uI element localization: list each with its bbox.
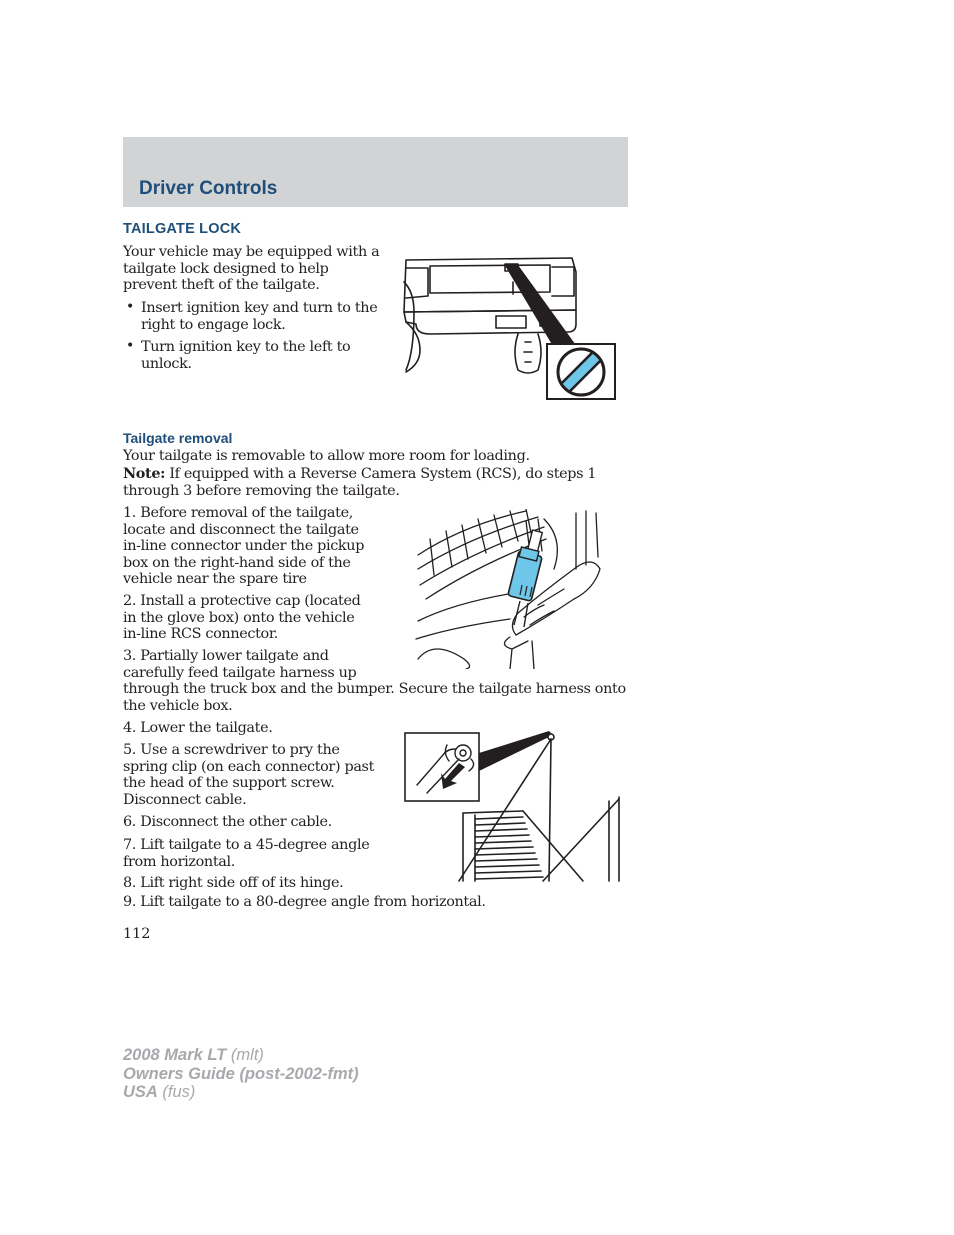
rcs-note: Note: If equipped with a Reverse Camera System (RCS), do steps 1 through 3 before removing the tailgate.	[123, 465, 597, 499]
step-4: 4. Lower the tailgate.	[123, 720, 273, 736]
section-title: Driver Controls	[139, 178, 278, 199]
bullet-unlock: Turn ignition key to the left to unlock.	[141, 339, 351, 372]
tailgate-removal-intro: Your tailgate is removable to allow more room for loading.	[123, 448, 530, 464]
bullet-marker: •	[126, 338, 135, 354]
tailgate-lock-heading: TAILGATE LOCK	[123, 221, 242, 237]
step-3: 3. Partially lower tailgate and carefully feed tailgate harness up through the truck box and the bumper. Secure the tailgate harness onto the vehicle box.	[123, 648, 626, 714]
footer-doc-info: 2008 Mark LT (mlt) Owners Guide (post-2002-fmt) USA (fus)	[123, 1046, 359, 1101]
step-7: 7. Lift tailgate to a 45-degree angle from horizontal.	[123, 837, 370, 870]
step-2: 2. Install a protective cap (located in the glove box) onto the vehicle in-line RCS connector.	[123, 593, 361, 643]
step-9: 9. Lift tailgate to a 80-degree angle from horizontal.	[123, 894, 486, 910]
tailgate-lock-illustration	[400, 252, 620, 404]
step-8: 8. Lift right side off of its hinge.	[123, 875, 344, 891]
bullet-marker: •	[126, 299, 135, 315]
note-label: Note:	[123, 465, 166, 482]
step-6: 6. Disconnect the other cable.	[123, 814, 332, 830]
bullet-engage-lock: Insert ignition key and turn to the right to engage lock.	[141, 300, 378, 333]
tailgate-removal-heading: Tailgate removal	[123, 430, 233, 446]
step-1: 1. Before removal of the tailgate, locate and disconnect the tailgate in-line connector under the pickup box on the right-hand side of the vehicle near the spare tire	[123, 505, 365, 588]
page-number: 112	[123, 926, 151, 942]
tailgate-lock-intro: Your vehicle may be equipped with a tailgate lock designed to help prevent theft of the tailgate.	[123, 244, 380, 294]
step-5: 5. Use a screwdriver to pry the spring clip (on each connector) past the head of the support screw. Disconnect cable.	[123, 742, 375, 808]
inline-connector-illustration	[414, 509, 604, 669]
support-cable-illustration	[403, 731, 623, 885]
